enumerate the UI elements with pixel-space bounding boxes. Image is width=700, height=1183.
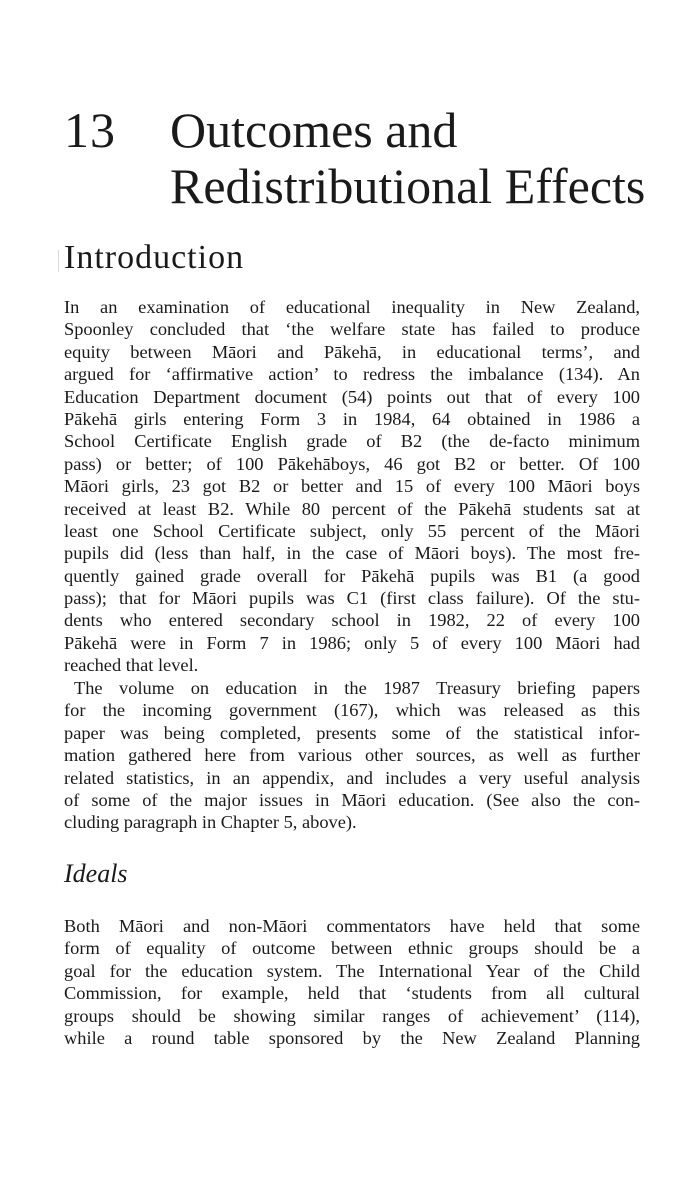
text-line: for the incoming government (167), which was released as this bbox=[64, 700, 640, 721]
text-line: School Certificate English grade of B2 (the de-facto minimum bbox=[64, 431, 640, 452]
text-line: Commission, for example, held that ‘students from all cultural bbox=[64, 983, 640, 1004]
text-line: Pākehā girls entering Form 3 in 1984, 64 obtained in 1986 a bbox=[64, 408, 640, 429]
section-heading-introduction: Introduction bbox=[64, 239, 245, 276]
text-line: goal for the education system. The International Year of the Child bbox=[64, 960, 640, 981]
text-line: equity between Māori and Pākehā, in educational terms’, and bbox=[64, 341, 640, 362]
text-line: In an examination of educational inequality in New Zealand, bbox=[64, 297, 640, 317]
text-line: groups should be showing similar ranges of achievement’ (114), bbox=[64, 1005, 640, 1026]
text-line: related statistics, in an appendix, and includes a very useful analysis bbox=[64, 767, 640, 788]
text-line: pass) or better; of 100 Pākehāboys, 46 got B2 or better. Of 100 bbox=[64, 453, 640, 474]
chapter-title bbox=[170, 102, 645, 214]
text-line: paper was being completed, presents some of the statistical infor- bbox=[64, 722, 640, 743]
text-line: while a round table sponsored by the New Zealand Planning bbox=[64, 1027, 640, 1048]
text-line: received at least B2. While 80 percent of the Pākehā students sat at bbox=[64, 498, 640, 519]
chapter-title-line-2: Redistributional Effects bbox=[170, 158, 646, 214]
text-line: Education Department document (54) points out that of every 100 bbox=[64, 386, 640, 407]
section-heading-ideals: Ideals bbox=[64, 859, 128, 888]
text-line: cluding paragraph in Chapter 5, above). bbox=[64, 812, 357, 833]
text-line: Pākehā were in Form 7 in 1986; only 5 of every 100 Māori had bbox=[64, 632, 640, 653]
text-line: pass); that for Māori pupils was C1 (first class failure). Of the stu- bbox=[64, 588, 640, 609]
chapter-title-line-1: Outcomes and bbox=[170, 102, 458, 158]
ideals-paragraph-1 bbox=[64, 915, 640, 1049]
introduction-paragraph-2 bbox=[64, 677, 640, 834]
text-line: Māori girls, 23 got B2 or better and 15 of every 100 Māori boys bbox=[64, 476, 640, 497]
margin-mark bbox=[58, 250, 59, 272]
text-line: The volume on education in the 1987 Treasury briefing papers bbox=[74, 678, 640, 698]
chapter-number: 13 bbox=[64, 102, 116, 158]
text-line: mation gathered here from various other sources, as well as further bbox=[64, 745, 640, 766]
text-line: Both Māori and non-Māori commentators have held that some bbox=[64, 916, 640, 936]
text-line: pupils did (less than half, in the case of Māori boys). The most fre- bbox=[64, 543, 640, 564]
text-line: Spoonley concluded that ‘the welfare state has failed to produce bbox=[64, 319, 640, 340]
text-line: argued for ‘affirmative action’ to redress the imbalance (134). An bbox=[64, 364, 640, 385]
text-line: reached that level. bbox=[64, 655, 199, 676]
text-line: form of equality of outcome between ethnic groups should be a bbox=[64, 938, 640, 959]
text-line: dents who entered secondary school in 1982, 22 of every 100 bbox=[64, 610, 640, 631]
text-line: quently gained grade overall for Pākehā pupils was B1 (a good bbox=[64, 565, 640, 586]
text-line: of some of the major issues in Māori education. (See also the con- bbox=[64, 789, 640, 810]
introduction-paragraph-1 bbox=[64, 296, 640, 677]
chapter-heading bbox=[64, 102, 664, 212]
text-line: least one School Certificate subject, only 55 percent of the Māori bbox=[64, 520, 640, 541]
